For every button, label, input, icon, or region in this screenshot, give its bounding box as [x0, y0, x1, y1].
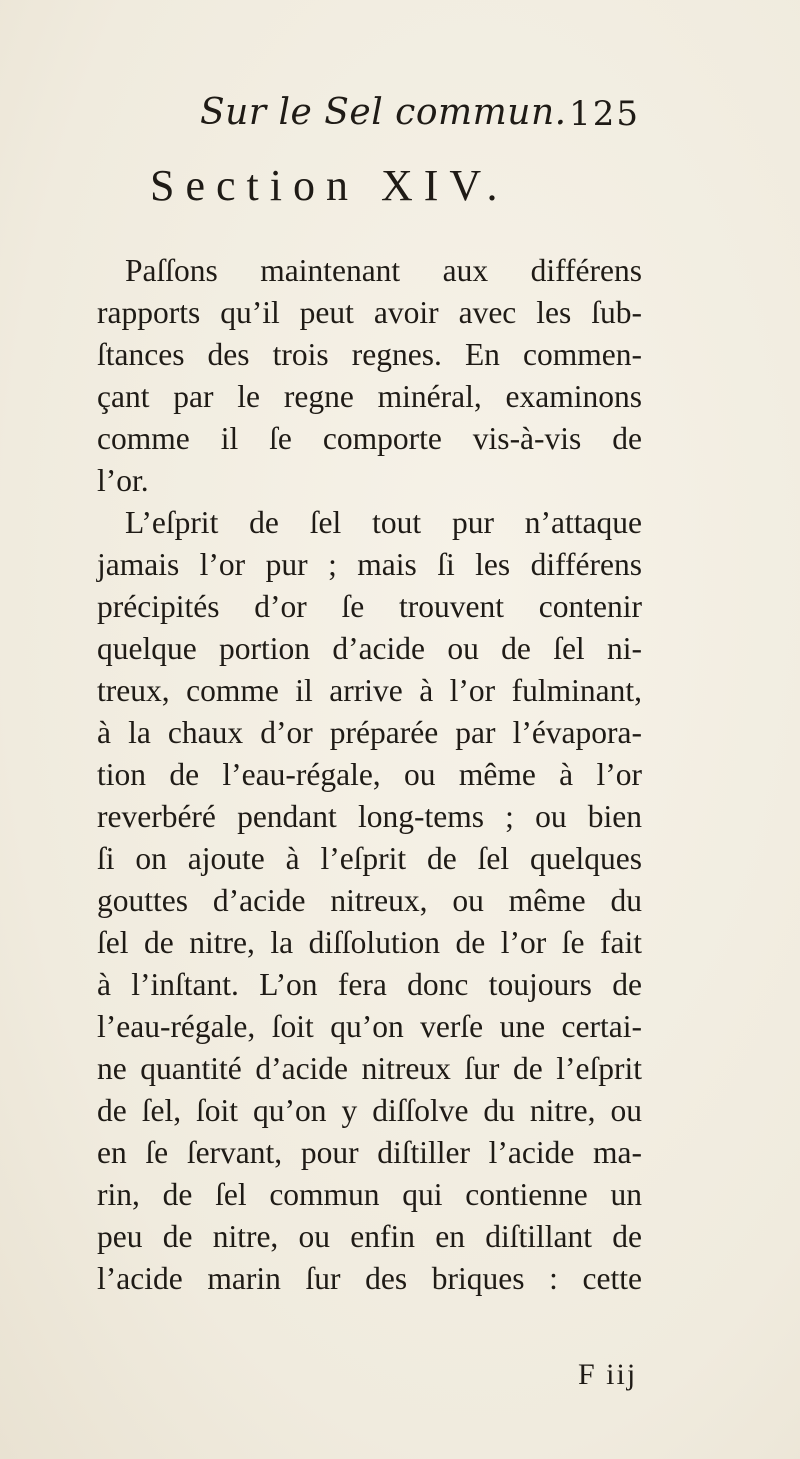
text-line: ne quantité d’acide nitreux ſur de l’eſprit: [97, 1051, 642, 1086]
text-line: de ſel, ſoit qu’on y diſſolve du nitre, ou: [97, 1093, 642, 1128]
text-line: L’eſprit de ſel tout pur n’attaque: [125, 505, 642, 540]
text-line: jamais l’or pur ; mais ſi les différens: [97, 547, 642, 582]
text-line: à l’inſtant. L’on fera donc toujours de: [97, 967, 642, 1002]
text-line: treux, comme il arrive à l’or fulminant,: [97, 673, 642, 708]
text-line: ſi on ajoute à l’eſprit de ſel quelques: [97, 841, 642, 876]
section-heading: Section XIV.: [150, 161, 509, 210]
running-head: [200, 92, 640, 142]
text-line: ſel de nitre, la diſſolution de l’or ſe fait: [97, 925, 642, 960]
text-line: quelque portion d’acide ou de ſel ni-: [97, 631, 642, 666]
running-title: Sur le Sel commun.: [200, 92, 567, 133]
text-line: ſtances des trois regnes. En commen-: [97, 337, 642, 372]
text-line: peu de nitre, ou enfin en diſtillant de: [97, 1219, 642, 1254]
page-number: 125: [569, 94, 640, 134]
text-line: l’acide marin ſur des briques : cette: [97, 1261, 642, 1296]
text-line: en ſe ſervant, pour diſtiller l’acide ma-: [97, 1135, 642, 1170]
signature-mark: F iij: [578, 1358, 638, 1391]
text-line: gouttes d’acide nitreux, ou même du: [97, 883, 642, 918]
text-line: rapports qu’il peut avoir avec les ſub-: [97, 295, 642, 330]
text-line: tion de l’eau-régale, ou même à l’or: [97, 757, 642, 792]
text-line: l’eau-régale, ſoit qu’on verſe une certai-: [97, 1009, 642, 1044]
text-line: rin, de ſel commun qui contienne un: [97, 1177, 642, 1212]
text-line: précipités d’or ſe trouvent contenir: [97, 589, 642, 624]
text-line: Paſſons maintenant aux différens: [125, 253, 642, 288]
text-line: à la chaux d’or préparée par l’évapora-: [97, 715, 642, 750]
text-line: comme il ſe comporte vis-à-vis de: [97, 421, 642, 456]
text-line: çant par le regne minéral, examinons: [97, 379, 642, 414]
text-line: l’or.: [97, 463, 149, 498]
text-line: reverbéré pendant long-tems ; ou bien: [97, 799, 642, 834]
